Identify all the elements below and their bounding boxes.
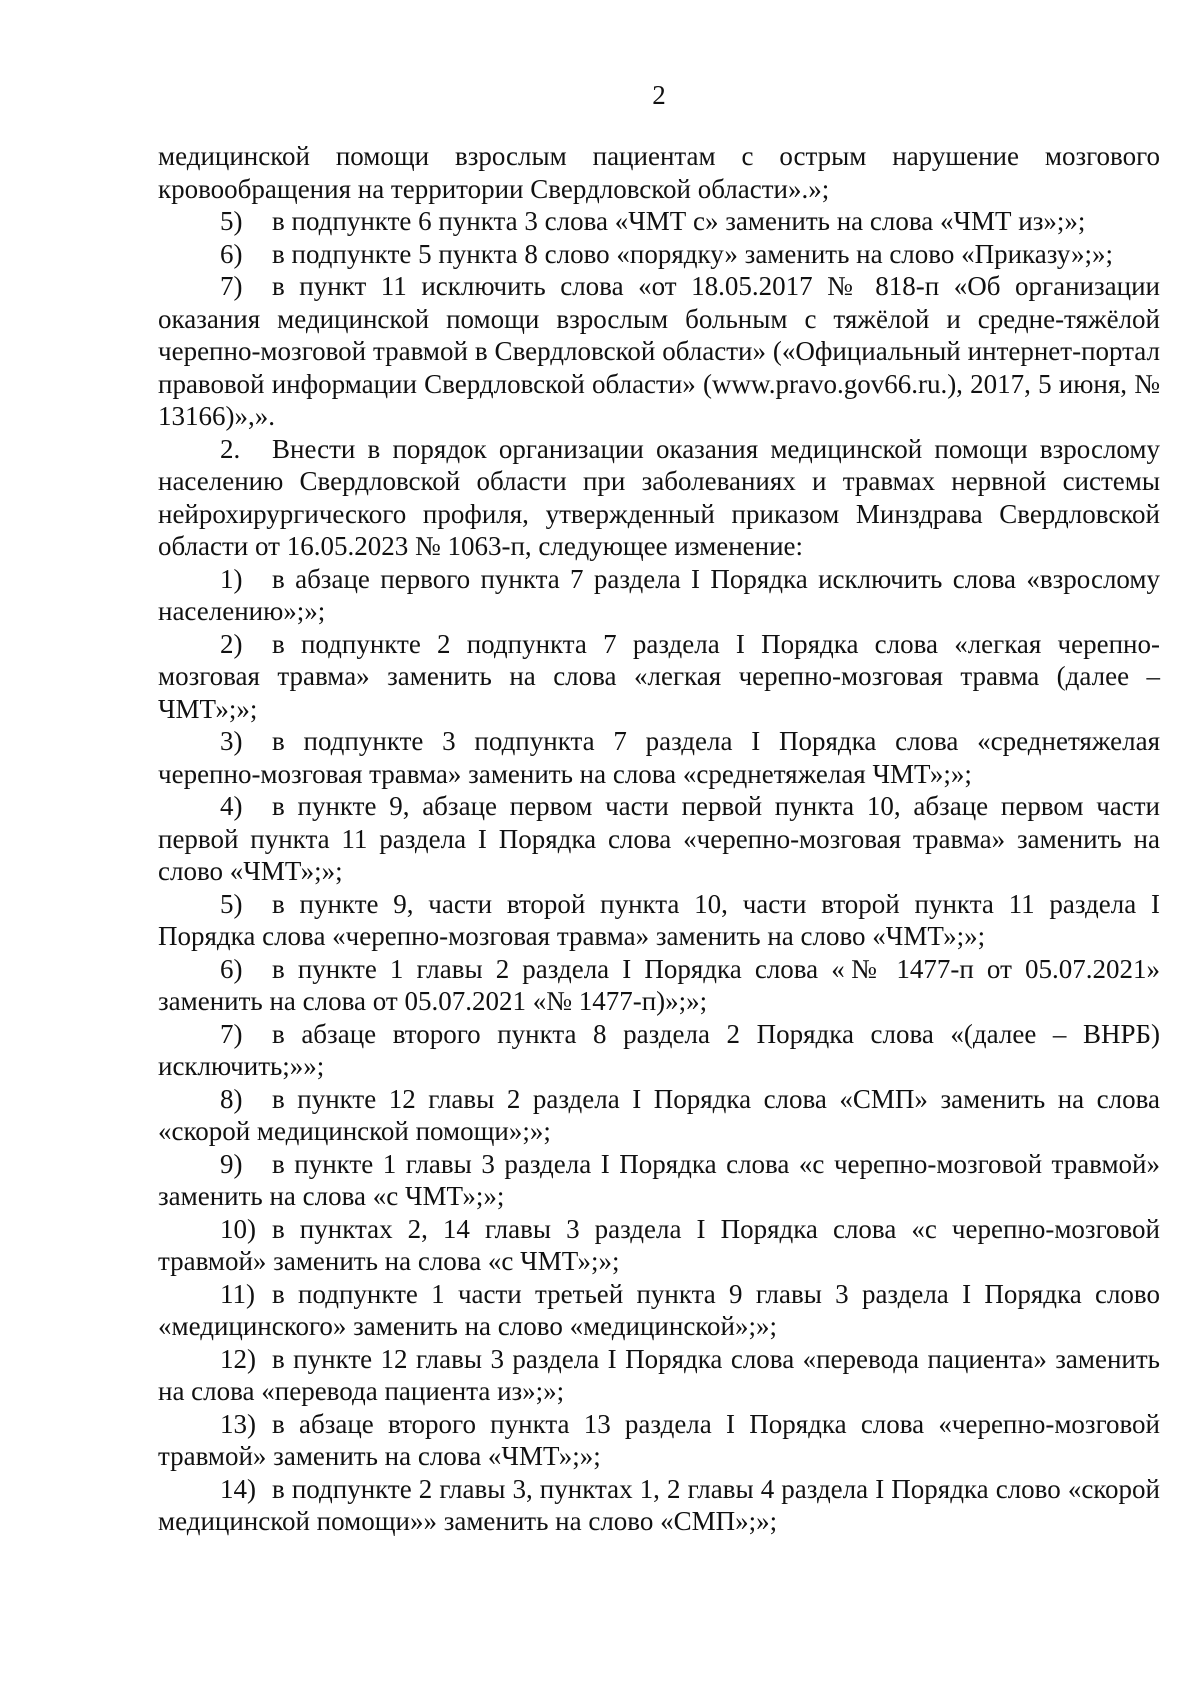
list-item xyxy=(158,205,1160,238)
item-text: в подпункте 6 пункта 3 слова «ЧМТ с» заменить на слова «ЧМТ из»;»; xyxy=(272,206,1086,236)
item-number: 3) xyxy=(220,726,243,756)
list-item xyxy=(158,888,1160,953)
intro-paragraph: медицинской помощи взрослым пациентам с острым нарушение мозгового кровообращения на территории Свердловской области».»; xyxy=(158,141,1160,204)
list-item xyxy=(158,790,1160,888)
item-text: в подпункте 2 главы 3, пунктах 1, 2 главы 4 раздела I Порядка слово «скорой медицинской помощи»» заменить на слово «СМП»;»; xyxy=(158,1473,1160,1536)
item-text: в пункте 12 главы 2 раздела I Порядка слова «СМП» заменить на слова «скорой медицинской помощи»;»; xyxy=(158,1083,1160,1146)
item-number: 1) xyxy=(220,563,243,594)
item-number: 2) xyxy=(220,628,243,659)
item-text: в пункте 9, абзаце первом части первой пункта 10, абзаце первом части первой пункта 11 раздела I Порядка слова «черепно-мозговая травма» заменить на слово «ЧМТ»;»; xyxy=(158,791,1160,886)
item-text: в пунктах 2, 14 главы 3 раздела I Порядка слова «с черепно-мозговой травмой» заменить на слова «с ЧМТ»;»; xyxy=(158,1213,1160,1276)
page-number: 2 xyxy=(652,80,666,110)
list-item xyxy=(158,1018,1160,1083)
list-item xyxy=(158,1278,1160,1343)
item-number: 5) xyxy=(220,888,243,919)
item-number: 9) xyxy=(220,1148,243,1179)
item-number: 13) xyxy=(220,1408,256,1439)
item-text: в пункте 9, части второй пункта 10, части второй пункта 11 раздела I Порядка слова «черепно-мозговая травма» заменить на слово «ЧМТ»;»; xyxy=(158,888,1160,951)
item-number: 11) xyxy=(220,1278,255,1309)
item-text: в пункте 12 главы 3 раздела I Порядка слова «перевода пациента» заменить на слова «перевода пациента из»;»; xyxy=(158,1343,1160,1406)
item-number: 5) xyxy=(220,206,243,236)
list-item xyxy=(158,1083,1160,1148)
list-item xyxy=(158,563,1160,628)
list-item xyxy=(158,1213,1160,1278)
list-item xyxy=(158,238,1160,271)
item-number: 6) xyxy=(220,953,243,984)
item-number: 12) xyxy=(220,1343,256,1374)
section-text: Внести в порядок организации оказания медицинской помощи взрослому населению Свердловской области при заболеваниях и травмах нервной системы нейрохирургического профиля, утвержденный приказом Минздрава Свердловской области от 16.05.2023 № 1063-п, следующее изменение: xyxy=(158,433,1160,561)
item-number: 8) xyxy=(220,1083,243,1114)
list-item xyxy=(158,1473,1160,1538)
item-number: 4) xyxy=(220,791,243,821)
item-text: в подпункте 2 подпункта 7 раздела I Порядка слова «легкая черепно-мозговая травма» заменить на слова «легкая черепно-мозговая травма (далее – ЧМТ»;»; xyxy=(158,628,1160,724)
item-text: в абзаце второго пункта 13 раздела I Порядка слова «черепно-мозговой травмой» заменить на слова «ЧМТ»;»; xyxy=(158,1408,1160,1471)
list-item xyxy=(158,628,1160,726)
item-text: в пункте 1 главы 2 раздела I Порядка слова «№ 1477-п от 05.07.2021» заменить на слова от 05.07.2021 «№ 1477-п)»;»; xyxy=(158,953,1160,1016)
list-item xyxy=(158,1343,1160,1408)
item-text: в подпункте 5 пункта 8 слово «порядку» заменить на слово «Приказу»;»; xyxy=(272,238,1114,269)
item-number: 14) xyxy=(220,1473,256,1504)
item-text: в абзаце первого пункта 7 раздела I Порядка исключить слова «взрослому населению»;»; xyxy=(158,563,1160,626)
item-number: 7) xyxy=(220,1018,243,1049)
item-number: 6) xyxy=(220,238,243,269)
document-body xyxy=(158,140,1160,1538)
list-item xyxy=(158,270,1160,433)
item-number: 10) xyxy=(220,1213,256,1244)
item-number: 7) xyxy=(220,271,243,301)
item-text: в подпункте 1 части третьей пункта 9 главы 3 раздела I Порядка слово «медицинского» заменить на слово «медицинской»;»; xyxy=(158,1278,1160,1341)
item-text: в пункт 11 исключить слова «от 18.05.2017 № 818-п «Об организации оказания медицинской помощи взрослым больным с тяжёлой и средне-тяжёлой черепно-мозговой травмой в Свердловской области» («Официальный интернет-портал правовой информации Свердловской области» (www.pravo.gov66.ru.), 2017, 5 июня, № 13166)»,». xyxy=(158,271,1160,431)
list-item xyxy=(158,953,1160,1018)
item-text: в подпункте 3 подпункта 7 раздела I Порядка слова «среднетяжелая черепно-мозговая травма» заменить на слова «среднетяжелая ЧМТ»;»; xyxy=(158,726,1160,789)
section-2-paragraph xyxy=(158,433,1160,563)
section-number: 2. xyxy=(220,433,241,464)
list-item xyxy=(158,1408,1160,1473)
list-item xyxy=(158,725,1160,790)
list-item xyxy=(158,1148,1160,1213)
item-text: в абзаце второго пункта 8 раздела 2 Порядка слова «(далее – ВНРБ) исключить;»»; xyxy=(158,1018,1160,1081)
item-text: в пункте 1 главы 3 раздела I Порядка слова «с черепно-мозговой травмой» заменить на слова «с ЧМТ»;»; xyxy=(158,1148,1160,1211)
